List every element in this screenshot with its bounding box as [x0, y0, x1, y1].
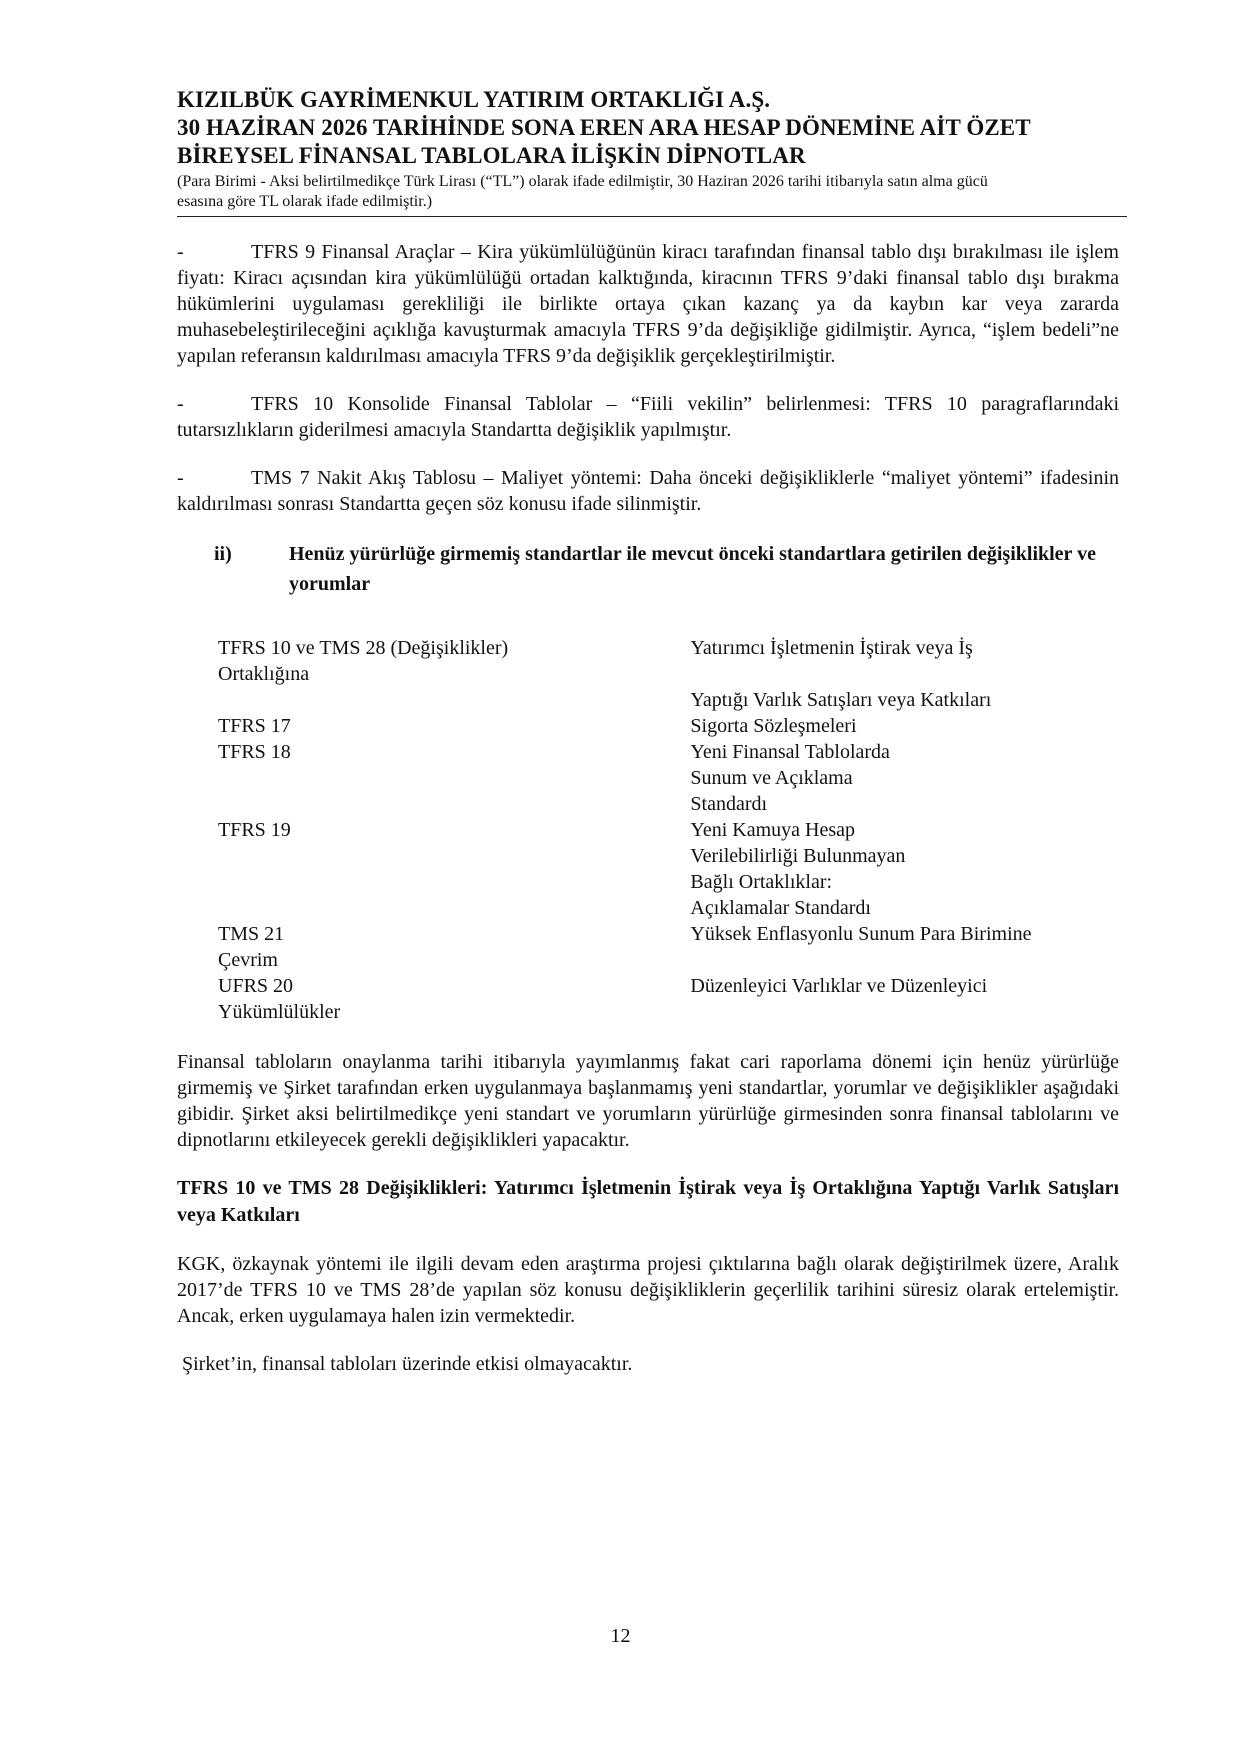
standard-code: TFRS 17: [218, 715, 291, 737]
standards-row: [218, 687, 1119, 713]
standards-row: [218, 791, 1119, 817]
standards-row: [218, 843, 1119, 869]
bullet-dash: -: [177, 467, 184, 489]
standards-row: [218, 765, 1119, 791]
standard-code: TMS 21: [218, 923, 285, 945]
standard-code: [218, 765, 690, 791]
standard-code: Ortaklığına: [218, 663, 310, 685]
standard-description: Bağlı Ortaklıklar:: [690, 871, 833, 893]
standards-row: [218, 947, 1119, 973]
paragraph-kgk: KGK, özkaynak yöntemi ile ilgili devam eden araştırma projesi çıktılarına bağlı olarak değiştirilmek üzere, Aralık 2017’de TFRS 10 ve TMS 28’de yapılan söz konusu değişikliklerin geçerlilik tarihini süresiz olarak ertelemiştir. Ancak, erken uygulamaya halen izin vermektedir.: [177, 1253, 1119, 1327]
bullet-text: TFRS 9 Finansal Araçlar – Kira yükümlülüğünün kiracı tarafından finansal tablo dışı bırakılması ile işlem fiyatı: Kiracı açısından kira yükümlülüğü ortadan kalktığında, kiracının TFRS 9’daki finansal tablo dışı bırakma hükümlerini uygulaması gerekliliği ile birlikte ortaya çıkan kazanç ya da kaybın kar veya zararda muhasebeleştirileceğini açıklığa kavuşturmak amacıyla TFRS 9’da değişikliğe gidilmiştir. Ayrıca, “işlem bedeli”ne yapılan referansın kaldırılması amacıyla TFRS 9’da değişiklik gerçekleştirilmiştir.: [177, 241, 1119, 367]
standard-description: Yaptığı Varlık Satışları veya Katkıları: [690, 689, 992, 711]
standard-description: Yüksek Enflasyonlu Sunum Para Birimine: [690, 923, 1032, 945]
paragraph-effect: Şirket’in, finansal tabloları üzerinde etkisi olmayacaktır.: [177, 1353, 633, 1375]
standard-description: Yatırımcı İşletmenin İştirak veya İş: [690, 637, 973, 659]
standard-description: Yeni Finansal Tablolarda: [690, 741, 890, 763]
standard-code: [218, 687, 690, 713]
bullet-dash: -: [177, 241, 184, 263]
standard-code: [218, 869, 690, 895]
standard-description: Açıklamalar Standardı: [690, 897, 871, 919]
report-period-title: 30 HAZİRAN 2026 TARİHİNDE SONA EREN ARA HESAP DÖNEMİNE AİT ÖZET: [177, 115, 1031, 140]
paragraph-new-standards: Finansal tabloların onaylanma tarihi itibarıyla yayımlanmış fakat cari raporlama dönemi için henüz yürürlüğe girmemiş ve Şirket tarafından erken uygulanmaya başlanmamış yeni standartlar, yorumlar ve değişiklikler aşağıdaki gibidir. Şirket aksi belirtilmedikçe yeni standart ve yorumların yürürlüğe girmesinden sonra finansal tablolarını ve dipnotlarını etkileyecek gerekli değişiklikleri yapacaktır.: [177, 1051, 1119, 1151]
bullet-text: TMS 7 Nakit Akış Tablosu – Maliyet yöntemi: Daha önceki değişikliklerle “maliyet yöntemi” ifadesinin kaldırılması sonrası Standartta geçen söz konusu ifade silinmiştir.: [177, 467, 1119, 515]
page-number: 12: [610, 1625, 631, 1647]
company-title: KIZILBÜK GAYRİMENKUL YATIRIM ORTAKLIĞI A.Ş.: [177, 87, 771, 112]
section-title: Henüz yürürlüğe girmemiş standartlar ile mevcut önceki standartlara getirilen değişiklikler ve yorumlar: [289, 543, 1096, 595]
standard-code: Çevrim: [218, 949, 278, 971]
currency-note-line-2: esasına göre TL olarak ifade edilmiştir.): [177, 193, 433, 210]
standard-code: TFRS 10 ve TMS 28 (Değişiklikler): [218, 637, 509, 659]
standard-description: Yeni Kamuya Hesap: [690, 819, 856, 841]
bullet-dash: -: [177, 393, 184, 415]
document-page: [177, 86, 1119, 1377]
standard-code: [218, 791, 690, 817]
standard-code: TFRS 18: [218, 741, 291, 763]
standards-row: [218, 999, 1119, 1025]
bullet-tfrs10: [177, 391, 1119, 443]
standard-description: [690, 999, 1119, 1025]
standard-description: Verilebilirliği Bulunmayan: [690, 845, 906, 867]
standard-description: Standardı: [690, 793, 768, 815]
standard-description: Sunum ve Açıklama: [690, 767, 853, 789]
standard-description: Düzenleyici Varlıklar ve Düzenleyici: [690, 975, 988, 997]
standards-row: [218, 973, 1119, 999]
currency-note-line-1: (Para Birimi - Aksi belirtilmedikçe Türk Lirası (“TL”) olarak ifade edilmiştir, 30 Haziran 2026 tarihi itibarıyla satın alma gücü: [177, 173, 988, 190]
standards-row: [218, 869, 1119, 895]
standard-description: Sigorta Sözleşmeleri: [690, 715, 857, 737]
bullet-tms7: [177, 465, 1119, 517]
standards-table: [218, 635, 1119, 1025]
section-number: ii): [214, 543, 232, 565]
standards-row: [218, 713, 1119, 739]
standards-row: [218, 921, 1119, 947]
standard-code: TFRS 19: [218, 819, 291, 841]
standards-row: [218, 661, 1119, 687]
standards-row: [218, 895, 1119, 921]
standard-code: [218, 843, 690, 869]
standard-code: Yükümlülükler: [218, 1001, 341, 1023]
subheading-tfrs10-tms28: TFRS 10 ve TMS 28 Değişiklikleri: Yatırımcı İşletmenin İştirak veya İş Ortaklığına Yaptığı Varlık Satışları veya Katkıları: [177, 1177, 1119, 1226]
bullet-tfrs9: [177, 239, 1119, 369]
standard-description: [690, 947, 1119, 973]
standard-description: [690, 661, 1119, 687]
bullet-text: TFRS 10 Konsolide Finansal Tablolar – “Fiili vekilin” belirlenmesi: TFRS 10 paragraflarındaki tutarsızlıkların giderilmesi amacıyla Standartta değişiklik yapılmıştır.: [177, 393, 1119, 441]
standards-row: [218, 739, 1119, 765]
section-ii-heading: [214, 539, 1119, 599]
standard-code: UFRS 20: [218, 975, 294, 997]
report-subject-title: BİREYSEL FİNANSAL TABLOLARA İLİŞKİN DİPNOTLAR: [177, 143, 806, 168]
standard-code: [218, 895, 690, 921]
standards-row: [218, 817, 1119, 843]
standards-row: [218, 635, 1119, 661]
